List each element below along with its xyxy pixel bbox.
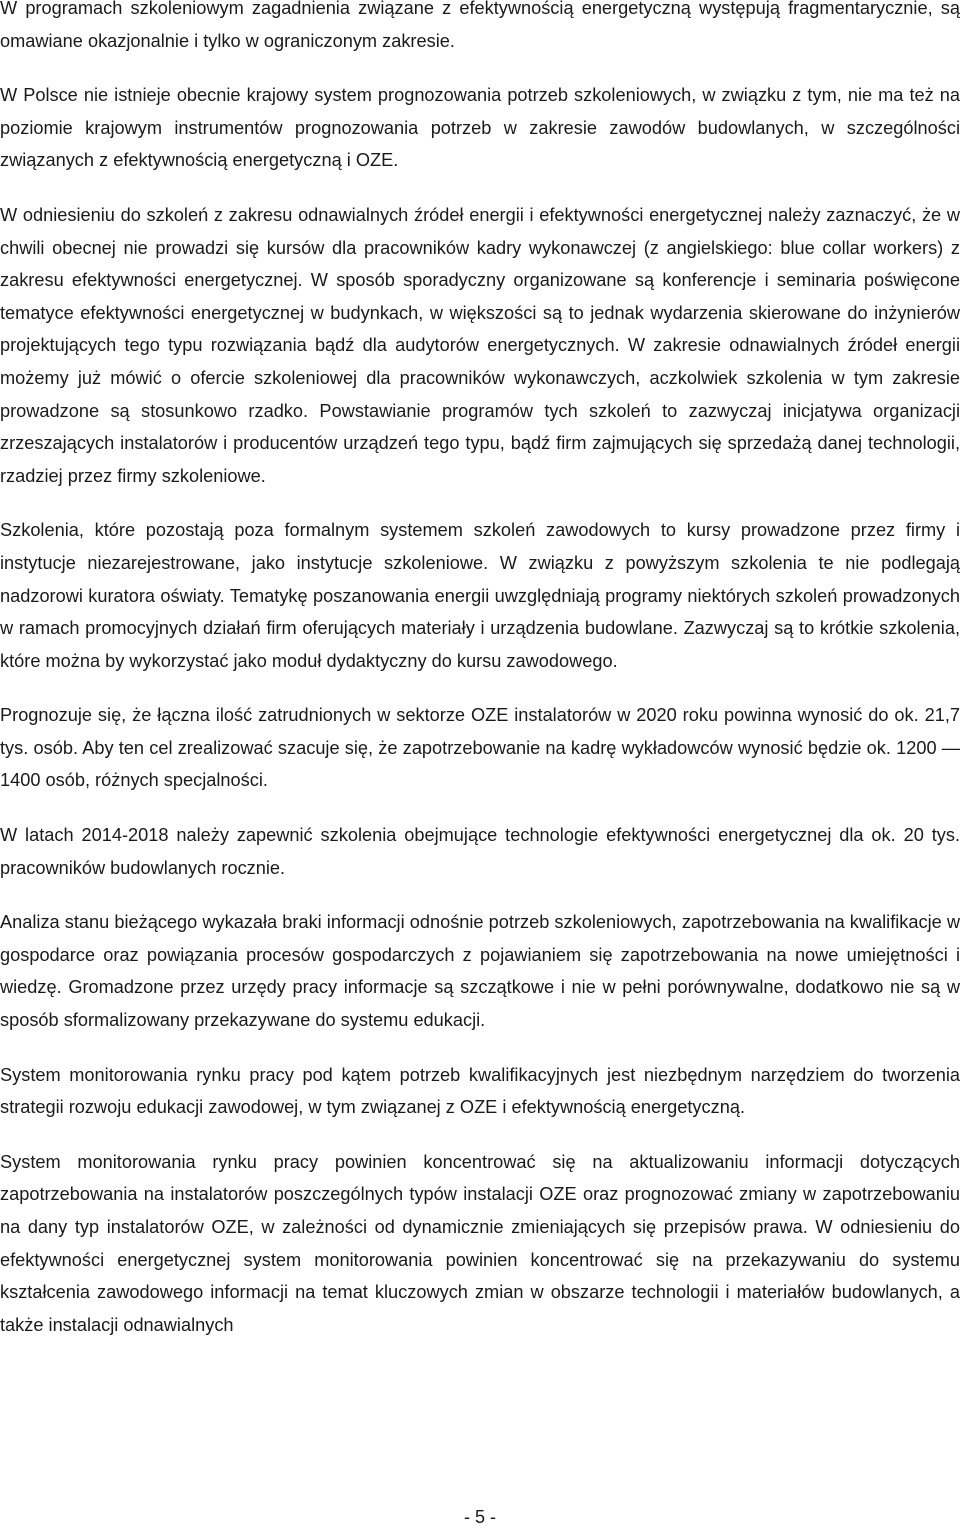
paragraph-4: Szkolenia, które pozostają poza formalnym systemem szkoleń zawodowych to kursy prowadzone przez firmy i instytucje niezarejestrowane, jako instytucje szkoleniowe. W związku z powyższym szkolenia te nie podlegają nadzorowi kuratora oświaty. Tematykę poszanowania energii uwzględniają programy niektórych szkoleń prowadzonych w ramach promocyjnych działań firm oferujących materiały i urządzenia budowlane. Zazwyczaj są to krótkie szkolenia, które można by wykorzystać jako moduł dydaktyczny do kursu zawodowego.	[0, 520, 960, 671]
paragraph-5: Prognozuje się, że łączna ilość zatrudnionych w sektorze OZE instalatorów w 2020 roku powinna wynosić do ok. 21,7 tys. osób. Aby ten cel zrealizować szacuje się, że zapotrzebowanie na kadrę wykładowców wynosić będzie ok. 1200 — 1400 osób, różnych specjalności.	[0, 705, 960, 791]
paragraph-8: System monitorowania rynku pracy pod kątem potrzeb kwalifikacyjnych jest niezbędnym narzędziem do tworzenia strategii rozwoju edukacji zawodowej, w tym związanej z OZE i efektywnością energetyczną.	[0, 1064, 960, 1118]
paragraph-3: W odniesieniu do szkoleń z zakresu odnawialnych źródeł energii i efektywności energetycznej należy zaznaczyć, że w chwili obecnej nie prowadzi się kursów dla pracowników kadry wykonawczej (z angielskiego: blue collar workers) z zakresu efektywności energetycznej. W sposób sporadyczny organizowane są konferencje i seminaria poświęcone tematyce efektywności energetycznej w budynkach, w większości są to jednak wydarzenia skierowane do inżynierów projektujących tego typu rozwiązania bądź dla audytorów energetycznych. W zakresie odnawialnych źródeł energii możemy już mówić o ofercie szkoleniowej dla pracowników wykonawczych, aczkolwiek szkolenia w tym zakresie prowadzone są stosunkowo rzadko. Powstawianie programów tych szkoleń to zazwyczaj inicjatywa organizacji zrzeszających instalatorów i producentów urządzeń tego typu, bądź firm zajmujących się sprzedażą danej technologii, rzadziej przez firmy szkoleniowe.	[0, 204, 960, 486]
page-number: - 5 -	[463, 1507, 496, 1527]
paragraph-1: W programach szkoleniowym zagadnienia związane z efektywnością energetyczną występują fragmentarycznie, są omawiane okazjonalnie i tylko w ograniczonym zakresie.	[0, 0, 960, 51]
paragraph-7: Analiza stanu bieżącego wykazała braki informacji odnośnie potrzeb szkoleniowych, zapotrzebowania na kwalifikacje w gospodarce oraz powiązania procesów gospodarczych z pojawianiem się zapotrzebowania na nowe umiejętności i wiedzę. Gromadzone przez urzędy pracy informacje są szczątkowe i nie w pełni porównywalne, dodatkowo nie są w sposób sformalizowany przekazywane do systemu edukacji.	[0, 912, 960, 1031]
paragraph-2: W Polsce nie istnieje obecnie krajowy system prognozowania potrzeb szkoleniowych, w związku z tym, nie ma też na poziomie krajowym instrumentów prognozowania potrzeb w zakresie zawodów budowlanych, w szczególności związanych z efektywnością energetyczną i OZE.	[0, 85, 960, 171]
paragraph-6: W latach 2014-2018 należy zapewnić szkolenia obejmujące technologie efektywności energetycznej dla ok. 20 tys. pracowników budowlanych rocznie.	[0, 825, 960, 878]
paragraph-9: System monitorowania rynku pracy powinien koncentrować się na aktualizowaniu informacji dotyczących zapotrzebowania na instalatorów poszczególnych typów instalacji OZE oraz prognozować zmiany w zapotrzebowaniu na dany typ instalatorów OZE, w zależności od dynamicznie zmieniających się przepisów prawa. W odniesieniu do efektywności energetycznej system monitorowania powinien koncentrować się na przekazywaniu do systemu kształcenia zawodowego informacji na temat kluczowych zmian w obszarze technologii i materiałów budowlanych, a także instalacji odnawialnych	[0, 1151, 960, 1335]
